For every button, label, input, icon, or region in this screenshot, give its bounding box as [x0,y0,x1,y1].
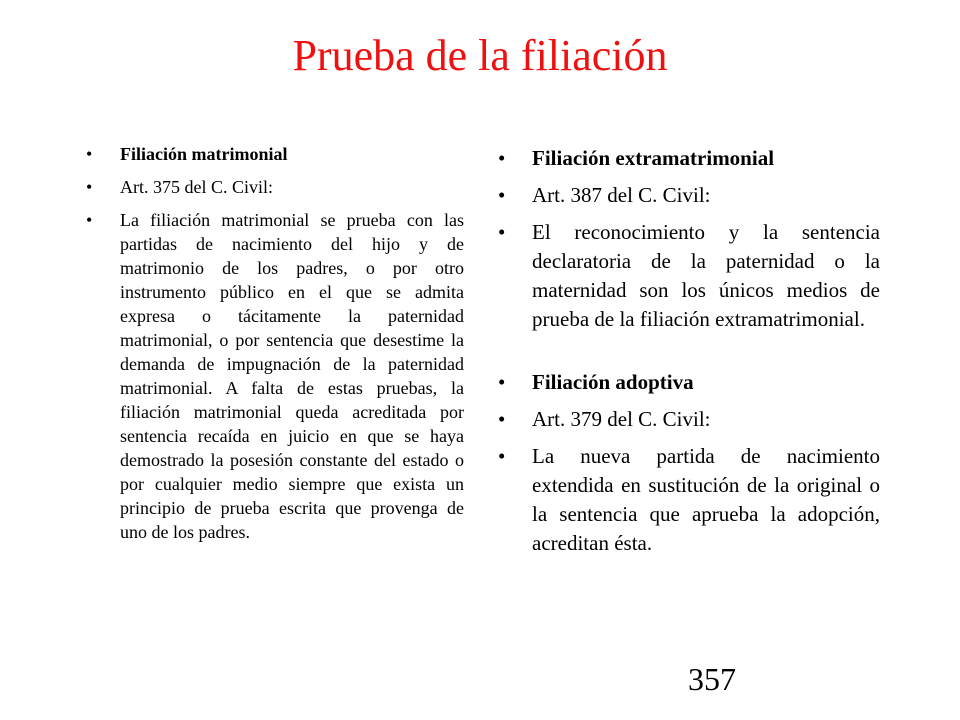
paragraph-text: La filiación matrimonial se prueba con las partidas de nacimiento del hijo y de matrimonio de los padres, o por otro instrumento público en el que se admita expresa o tácitamente la paternidad matrimonial, o por sentencia que desestime la demanda de impugnación de la paternidad matrimonial. A falta de estas pruebas, la filiación matrimonial queda acreditada por sentencia recaída en juicio en que se haya demostrado la posesión constante del estado o por cualquier medio siempre que exista un principio de prueba escrita que provenga de uno de los padres. [120,210,464,542]
slide-title: Prueba de la filiación [292,31,668,80]
list-item [498,144,880,173]
section-heading-matrimonial: Filiación matrimonial [120,144,288,164]
article-reference: Art. 387 del C. Civil: [532,183,711,207]
paragraph-text: El reconocimiento y la sentencia declaratoria de la paternidad o la maternidad son los únicos medios de prueba de la filiación extramatrimonial. [532,220,880,331]
bullet-icon: • [86,177,93,197]
list-item [498,442,880,558]
bullet-icon: • [498,407,506,431]
list-item [498,218,880,334]
right-column [498,144,880,566]
list-item [86,208,464,544]
bullet-icon: • [498,370,506,394]
article-reference: Art. 375 del C. Civil: [120,177,273,197]
list-item [86,175,464,199]
bullet-icon: • [498,220,506,244]
paragraph-text: La nueva partida de nacimiento extendida en sustitución de la original o la sentencia que aprueba la adopción, acreditan ésta. [532,444,880,555]
list-item [498,368,880,397]
bullet-icon: • [498,146,506,170]
left-column [86,142,464,553]
bullet-icon: • [86,210,93,230]
bullet-icon: • [498,444,506,468]
section-heading-extramatrimonial: Filiación extramatrimonial [532,146,775,170]
bullet-icon: • [498,183,506,207]
page-number: 357 [688,661,736,697]
list-item [498,181,880,210]
section-heading-adoptiva: Filiación adoptiva [532,370,694,394]
list-item [498,405,880,434]
article-reference: Art. 379 del C. Civil: [532,407,711,431]
bullet-icon: • [86,144,93,164]
list-item [86,142,464,166]
